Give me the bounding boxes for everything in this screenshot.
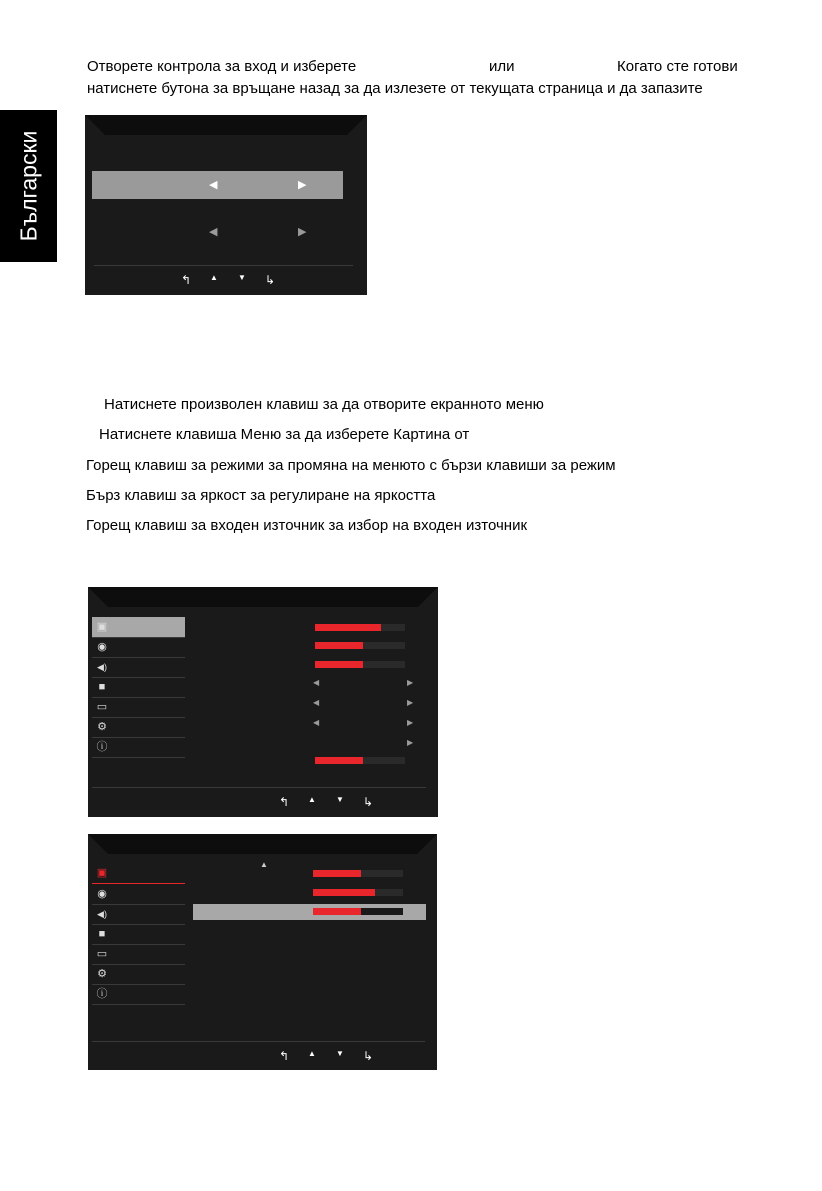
menu-item-color[interactable] xyxy=(92,637,185,658)
left-arrow-icon[interactable]: ◀ xyxy=(313,698,320,707)
slider-bar[interactable] xyxy=(315,661,405,668)
menu-item-information[interactable] xyxy=(92,737,185,758)
enter-icon[interactable]: ↳ xyxy=(362,795,374,809)
paragraph-1-line1-part-a: Отворете контрола за вход и изберете xyxy=(87,58,357,75)
osd-divider xyxy=(94,265,353,266)
osd-nav-bar xyxy=(277,1049,375,1063)
osd-icon: ▭ xyxy=(96,948,108,960)
osd-panel-picture-adjust xyxy=(88,834,437,1070)
menu-item-color[interactable] xyxy=(92,884,185,905)
up-icon[interactable]: ▲ xyxy=(210,273,218,282)
osd-divider xyxy=(92,787,426,788)
slider-fill xyxy=(315,642,363,649)
menu-item-information[interactable] xyxy=(92,984,185,1005)
system-icon: ⚙ xyxy=(97,968,107,980)
osd-nav-bar xyxy=(277,795,375,809)
instruction-3: Горещ клавиш за режими за промяна на менюто с бързи клавиши за режим xyxy=(86,457,616,474)
slider-bar[interactable] xyxy=(315,642,405,649)
down-icon[interactable]: ▼ xyxy=(336,1049,344,1058)
right-arrow-icon[interactable]: ▶ xyxy=(298,179,307,191)
instruction-4: Бърз клавиш за яркост за регулиране на яркостта xyxy=(86,487,436,504)
menu-item-osd[interactable] xyxy=(92,697,185,718)
slider-fill xyxy=(313,889,375,896)
language-label: Български xyxy=(15,130,41,242)
osd-nav-bar xyxy=(179,273,277,287)
slider-bar[interactable] xyxy=(315,624,405,631)
slider-fill xyxy=(315,757,363,764)
return-icon[interactable]: ↰ xyxy=(278,1049,290,1063)
menu-item-gaming[interactable] xyxy=(92,677,185,698)
instruction-2: Натиснете клавиша Меню за да изберете Картина от xyxy=(99,426,470,443)
menu-item-system[interactable] xyxy=(92,717,185,738)
instruction-1: Натиснете произволен клавиш за да отворите екранното меню xyxy=(104,396,544,413)
left-arrow-icon[interactable]: ◀ xyxy=(209,226,218,238)
right-arrow-icon[interactable]: ▶ xyxy=(407,678,414,687)
osd-header xyxy=(88,587,438,607)
enter-icon[interactable]: ↳ xyxy=(264,273,276,287)
color-icon: ◉ xyxy=(97,641,107,653)
slider-fill xyxy=(313,908,361,915)
enter-icon[interactable]: ↳ xyxy=(362,1049,374,1063)
paragraph-1-line2: натиснете бутона за връщане назад за да излезете от текущата страница и да запазите xyxy=(87,80,703,97)
right-arrow-icon[interactable]: ▶ xyxy=(407,738,414,747)
instruction-5: Горещ клавиш за входен източник за избор на входен източник xyxy=(86,517,528,534)
slider-bar[interactable] xyxy=(313,870,403,877)
menu-item-osd[interactable] xyxy=(92,944,185,965)
picture-icon: ▣ xyxy=(96,621,108,633)
audio-icon: ◀) xyxy=(97,662,107,672)
slider-fill xyxy=(315,661,363,668)
osd-header xyxy=(85,115,367,135)
slider-bar[interactable] xyxy=(313,908,403,915)
system-icon: ⚙ xyxy=(97,721,107,733)
slider-fill xyxy=(315,624,381,631)
osd-header xyxy=(88,834,437,854)
osd-panel-input xyxy=(85,115,367,295)
menu-item-picture[interactable] xyxy=(92,863,185,884)
up-icon[interactable]: ▲ xyxy=(308,1049,316,1058)
audio-icon: ◀) xyxy=(97,909,107,919)
menu-item-system[interactable] xyxy=(92,964,185,985)
menu-item-picture[interactable] xyxy=(92,617,185,638)
gaming-icon: ■ xyxy=(98,928,106,940)
information-icon: ⓘ xyxy=(96,988,108,1000)
menu-item-audio[interactable] xyxy=(92,657,185,678)
down-icon[interactable]: ▼ xyxy=(336,795,344,804)
osd-divider xyxy=(92,1041,425,1042)
left-arrow-icon[interactable]: ◀ xyxy=(209,179,218,191)
information-icon: ⓘ xyxy=(96,741,108,753)
gaming-icon: ■ xyxy=(98,681,106,693)
osd-icon: ▭ xyxy=(96,701,108,713)
menu-item-gaming[interactable] xyxy=(92,924,185,945)
slider-bar[interactable] xyxy=(313,889,403,896)
right-arrow-icon[interactable]: ▶ xyxy=(407,718,414,727)
up-icon[interactable]: ▲ xyxy=(308,795,316,804)
color-icon: ◉ xyxy=(97,888,107,900)
left-arrow-icon[interactable]: ◀ xyxy=(313,718,320,727)
menu-item-audio[interactable] xyxy=(92,904,185,925)
picture-icon: ▣ xyxy=(96,867,108,879)
down-icon[interactable]: ▼ xyxy=(238,273,246,282)
return-icon[interactable]: ↰ xyxy=(180,273,192,287)
osd-panel-picture xyxy=(88,587,438,817)
slider-fill xyxy=(313,870,361,877)
scroll-up-icon[interactable]: ▲ xyxy=(260,860,268,869)
right-arrow-icon[interactable]: ▶ xyxy=(407,698,414,707)
paragraph-1-line1-part-c: Когато сте готови xyxy=(617,58,738,75)
left-arrow-icon[interactable]: ◀ xyxy=(313,678,320,687)
paragraph-1-line1-part-b: или xyxy=(489,58,515,75)
language-side-tab xyxy=(0,110,57,262)
right-arrow-icon[interactable]: ▶ xyxy=(298,226,307,238)
return-icon[interactable]: ↰ xyxy=(278,795,290,809)
slider-bar[interactable] xyxy=(315,757,405,764)
